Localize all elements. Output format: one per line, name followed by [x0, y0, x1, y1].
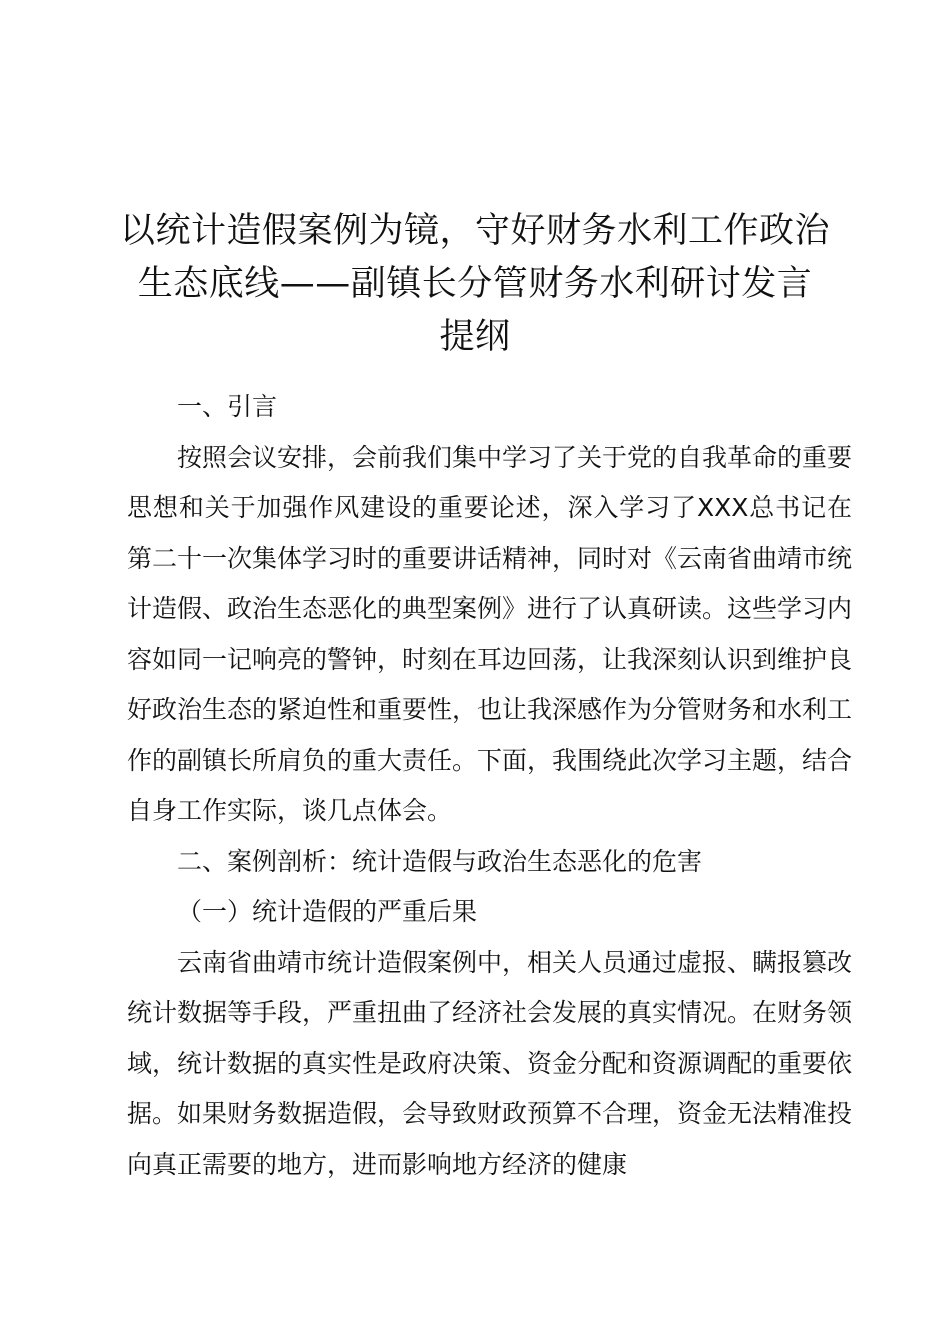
paragraph-introduction: 按照会议安排，会前我们集中学习了关于党的自我革命的重要思想和关于加强作风建设的重要论述，深入学习了XXX总书记在第二十一次集体学习时的重要讲话精神，同时对《云南省曲靖市统计造假、政治生态恶化的典型案例》进行了认真研读。这些学习内容如同一记响亮的警钟，时刻在耳边回荡，让我深刻认识到维护良好政治生态的紧迫性和重要性，也让我深感作为分管财务和水利工作的副镇长所肩负的重大责任。下面，我围绕此次学习主题，结合自身工作实际，谈几点体会。: [127, 442, 853, 825]
paragraph-consequences: 云南省曲靖市统计造假案例中，相关人员通过虚报、瞒报篡改统计数据等手段，严重扭曲了经济社会发展的真实情况。在财务领域，统计数据的真实性是政府决策、资金分配和资源调配的重要依据。如果财务数据造假，会导致财政预算不合理，资金无法精准投向真正需要的地方，进而影响地方经济的健康: [127, 947, 853, 1179]
section-heading-case-analysis: 二、案例剖析：统计造假与政治生态恶化的危害: [177, 846, 703, 876]
document-title: [110, 205, 840, 364]
title-line-3: 提纲: [439, 317, 511, 358]
document-body: [127, 382, 852, 1190]
subsection-heading-consequences: （一）统计造假的严重后果: [177, 897, 478, 926]
section-heading-introduction: 一、引言: [177, 392, 278, 421]
title-line-1: 以统计造假案例为镜，守好财务水利工作政治: [119, 211, 830, 252]
title-line-2: 生态底线——副镇长分管财务水利研讨发言: [137, 264, 813, 305]
